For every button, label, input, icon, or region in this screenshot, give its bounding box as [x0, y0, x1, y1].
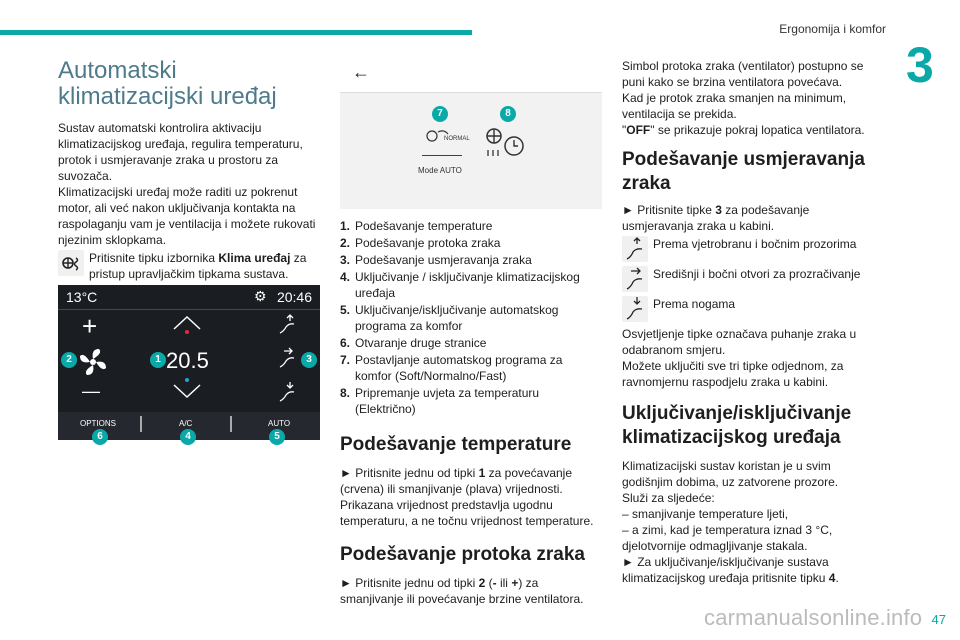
fan-minus-button[interactable]: —	[82, 381, 100, 401]
climate-screen-main	[58, 285, 320, 440]
air-face-icon	[622, 266, 648, 292]
ac-onoff-text-2: Služi za sljedeće:	[622, 491, 715, 505]
section-title-distribution: Podešavanje usmjeravanja zraka	[622, 149, 865, 194]
distribution-option-windscreen: Prema vjetrobranu i bočnim prozorima	[622, 236, 884, 262]
bar-separator	[230, 416, 232, 432]
air-feet-icon	[622, 296, 648, 322]
intro-paragraph-2: Klimatizacijski uređaj može raditi uz pokrenut motor, ali već nakon uključivanja kontakta na raspolaganju vam je ventilacija i možete rukovati njezinim sklopkama.	[58, 185, 316, 247]
callout-badge-7: 7	[432, 106, 448, 122]
page-title: Automatski klimatizacijski uređaj	[58, 57, 277, 110]
fan-plus-button[interactable]: +	[82, 311, 98, 341]
column-middle	[340, 218, 602, 607]
ac-onoff-text-3: – smanjivanje temperature ljeti,	[622, 507, 789, 521]
callout-badge-3: 3	[301, 352, 317, 368]
fan-symbol-text: Simbol protoka zraka (ventilator) postupno se puni kako se brzina ventilatora povećava.	[622, 59, 864, 89]
menu-text-pre: Pritisnite tipku izbornika	[89, 251, 219, 265]
ac-onoff-text-4: – a zimi, kad je temperatura iznad 3 °C, djelotvornije odmagljivanje stakala.	[622, 523, 833, 553]
callout-badge-5: 5	[269, 429, 285, 445]
ac-onoff-step: ► Za uključivanje/isključivanje sustava klimatizacijskog uređaja pritisnite tipku 4.	[622, 555, 839, 585]
set-temperature: 20.5	[166, 348, 209, 373]
auto-button[interactable]: AUTO	[268, 419, 291, 428]
ac-button[interactable]: A/C	[179, 419, 193, 428]
list-item: 8. Pripremanje uvjeta za temperaturu (Električno)	[340, 386, 540, 416]
distribution-all-text: Možete uključiti sve tri tipke odjednom, za ravnomjernu raspodjelu zraka u kabini.	[622, 359, 844, 389]
callout-badge-4: 4	[180, 429, 196, 445]
list-item: 6. Otvaranje druge stranice	[340, 336, 487, 350]
callout-badge-6: 6	[92, 429, 108, 445]
bar-separator	[140, 416, 142, 432]
section-title-ac-onoff: Uključivanje/isključivanje klimatizacijskog uređaja	[622, 403, 852, 448]
air-windscreen-icon	[622, 236, 648, 262]
list-item: 4. Uključivanje / isključivanje klimatizacijskog uređaja	[340, 270, 580, 300]
airflow-step: ► Pritisnite jednu od tipki 2 (- ili +) za smanjivanje ili povećavanje brzine ventilatora.	[340, 576, 584, 606]
header-title: Ergonomija i komfor	[779, 22, 886, 36]
distribution-option-vents: Središnji i bočni otvori za prozračivanje	[622, 266, 884, 292]
header-rule	[0, 30, 472, 35]
distribution-step: ► Pritisnite tipke 3 za podešavanje usmjeravanja zraka u kabini.	[622, 203, 810, 233]
climate-screen-options	[340, 54, 602, 209]
clock-time: 20:46	[276, 289, 312, 305]
menu-text-bold: Klima uređaj	[218, 251, 291, 265]
ac-onoff-text-1: Klimatizacijski sustav koristan je u svim godišnjim dobima, uz zatvorene prozore.	[622, 459, 839, 489]
section-title-temperature: Podešavanje temperature	[340, 434, 572, 455]
electric-preconditioning-icon[interactable]	[484, 126, 528, 160]
menu-instruction	[58, 250, 320, 282]
fan-icon[interactable]	[76, 345, 110, 384]
normal-label: NORMAL	[444, 136, 470, 142]
temp-increase-dot	[185, 330, 189, 334]
column-right	[622, 58, 884, 586]
callout-badge-1: 1	[150, 352, 166, 368]
column-left	[58, 58, 320, 286]
temp-decrease-dot	[185, 378, 189, 382]
callout-badge-8: 8	[500, 106, 516, 122]
outside-temperature: 13°C	[66, 289, 98, 305]
intro-paragraph-1: Sustav automatski kontrolira aktivaciju klimatizacijskog uređaja, regulira temperaturu, protok i usmjeravanje zraka u prostoru za suvozača.	[58, 121, 303, 183]
watermark: carmanualsonline.info	[704, 605, 923, 630]
list-item: 5. Uključivanje/isključivanje automatskog programa za komfor	[340, 303, 559, 333]
air-feet-icon[interactable]	[276, 381, 300, 403]
fan-off-text: "OFF" se prikazuje pokraj lopatica ventilatora.	[622, 123, 865, 137]
temperature-step: ► Pritisnite jednu od tipki 1 za povećavanje (crvena) ili smanjivanje (plava) vrijednosti.	[340, 466, 573, 496]
options-header-bar	[340, 54, 602, 93]
screen-divider	[58, 309, 320, 310]
temperature-note: Prikazana vrijednost predstavlja ugodnu temperaturu, a ne točnu vrijednost temperature.	[340, 498, 594, 528]
options-button[interactable]: OPTIONS	[80, 419, 117, 428]
distribution-option-feet: Prema nogama	[622, 296, 884, 322]
air-windscreen-icon[interactable]	[276, 313, 300, 335]
list-item: 3. Podešavanje usmjeravanja zraka	[340, 253, 532, 267]
mode-dashes: ———	[422, 146, 461, 162]
air-face-icon[interactable]	[276, 347, 300, 369]
fan-minimum-text: Kad je protok zraka smanjen na minimum, ventilacija se prekida.	[622, 91, 847, 121]
list-item: 7. Postavljanje automatskog programa za komfor (Soft/Normalno/Fast)	[340, 353, 563, 383]
temp-up-arrow-icon[interactable]	[172, 315, 202, 331]
callout-badge-2: 2	[61, 352, 77, 368]
settings-gear-icon: ⚙	[254, 288, 267, 304]
back-arrow-icon[interactable]: ←	[352, 62, 370, 82]
distribution-light-text: Osvjetljenje tipke označava puhanje zraka u odabranom smjeru.	[622, 327, 857, 357]
list-item: 1. Podešavanje temperature	[340, 219, 493, 233]
section-title-airflow: Podešavanje protoka zraka	[340, 544, 585, 565]
menu-text-post: za pristup upravljačkim tipkama sustava.	[89, 251, 307, 281]
page-number: 47	[931, 612, 946, 627]
temp-down-arrow-icon[interactable]	[172, 383, 202, 399]
mode-auto-label: Mode AUTO	[418, 166, 462, 175]
list-item: 2. Podešavanje protoka zraka	[340, 236, 501, 250]
legend-list	[340, 218, 602, 417]
climate-menu-icon	[58, 250, 84, 276]
chapter-number: 3	[906, 37, 934, 93]
